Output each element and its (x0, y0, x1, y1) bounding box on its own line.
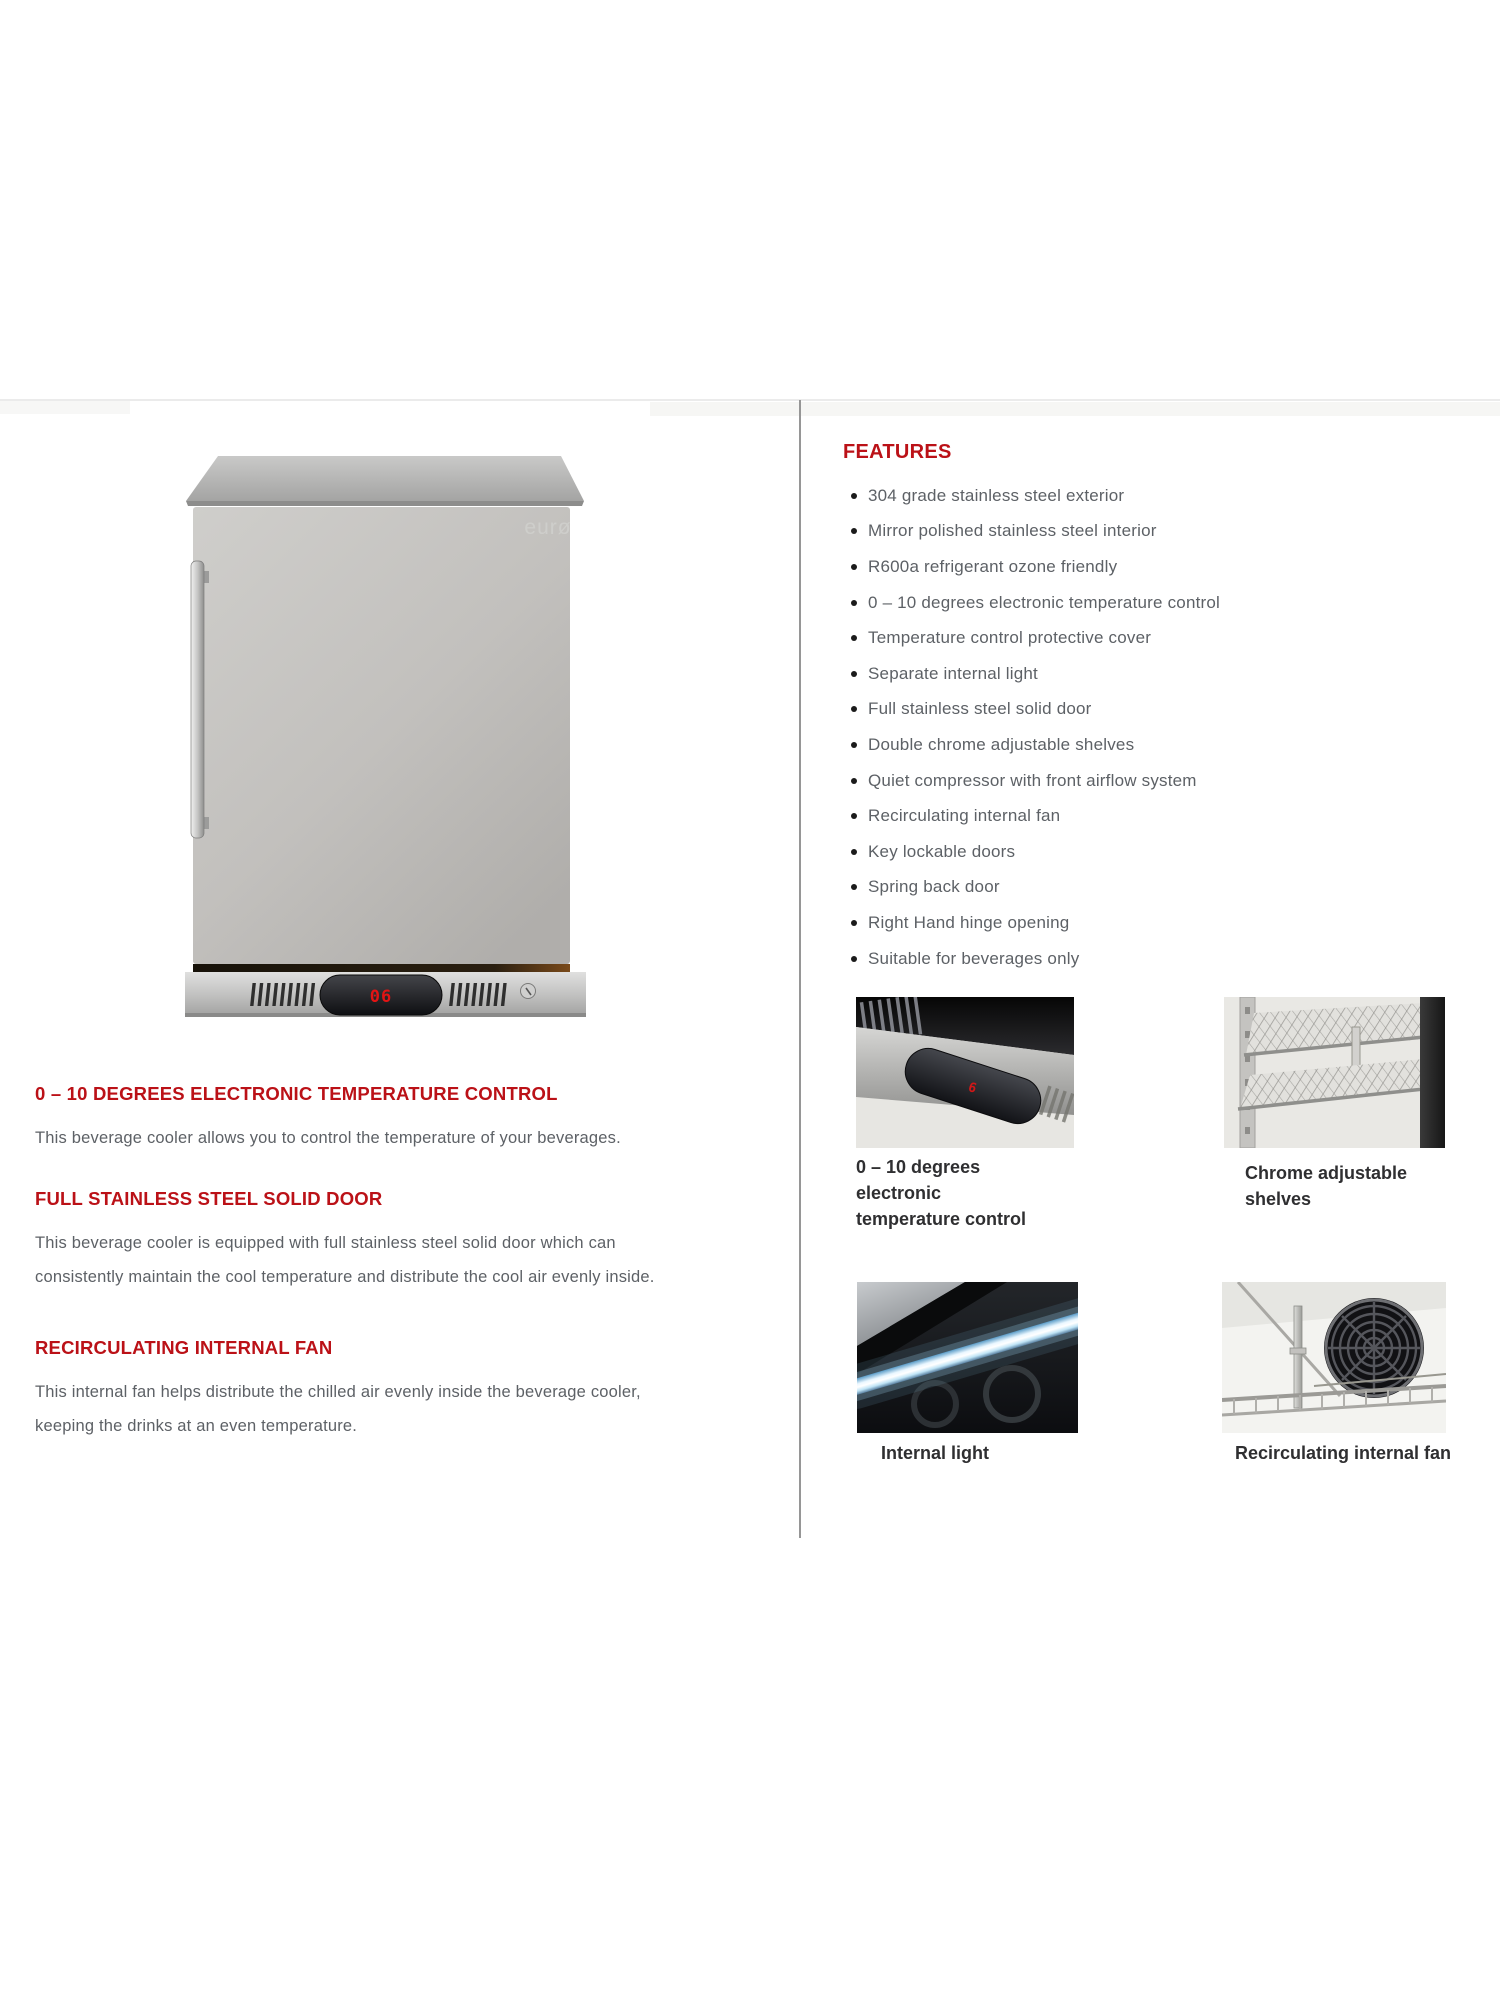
caption-temperature-control (856, 1154, 1026, 1232)
feature-item: 0 – 10 degrees electronic temperature control (868, 585, 1220, 621)
feature-item: Right Hand hinge opening (868, 905, 1220, 941)
section-body (35, 1375, 795, 1443)
feature-item: Suitable for beverages only (868, 941, 1220, 977)
feature-item: Quiet compressor with front airflow system (868, 763, 1220, 799)
section-heading: 0 – 10 DEGREES ELECTRONIC TEMPERATURE CONTROL (35, 1083, 558, 1104)
caption-recirculating-fan (1235, 1440, 1451, 1466)
caption-line: electronic (856, 1183, 942, 1203)
door-shadow-gap (193, 964, 570, 972)
section-internal-fan (35, 1337, 795, 1443)
section-heading: FULL STAINLESS STEEL SOLID DOOR (35, 1188, 383, 1209)
led-display: 06 (369, 987, 393, 1007)
fridge-illustration (185, 455, 586, 1018)
caption-line: Chrome adjustable (1245, 1163, 1408, 1183)
feature-item: Temperature control protective cover (868, 620, 1220, 656)
caption-line: Recirculating internal fan (1235, 1443, 1452, 1463)
caption-line: Internal light (881, 1443, 989, 1463)
fridge-lid (186, 456, 584, 501)
feature-item: Double chrome adjustable shelves (868, 727, 1220, 763)
fridge-lid-edge (186, 501, 584, 506)
section-heading: RECIRCULATING INTERNAL FAN (35, 1337, 333, 1358)
feature-item: Full stainless steel solid door (868, 692, 1220, 728)
page-edge-shade-left (0, 401, 130, 414)
caption-line: temperature control (856, 1209, 1027, 1229)
feature-item: Separate internal light (868, 656, 1220, 692)
fridge-handle (191, 561, 204, 838)
section-body (35, 1121, 795, 1155)
body-line: This beverage cooler is equipped with full stainless steel solid door which can (35, 1234, 616, 1252)
caption-internal-light (881, 1440, 989, 1466)
handle-bracket-bottom (204, 817, 209, 829)
svg-text:6: 6 (966, 1080, 979, 1097)
feature-item: Spring back door (868, 870, 1220, 906)
thumbnail-temperature-control (856, 997, 1074, 1148)
features-title: FEATURES (843, 441, 952, 463)
feature-item: Key lockable doors (868, 834, 1220, 870)
features-list (868, 478, 1220, 976)
body-line: This beverage cooler allows you to control the temperature of your beverages. (35, 1129, 621, 1147)
thumbnail-internal-light (857, 1282, 1078, 1433)
section-temperature-control (35, 1083, 795, 1155)
feature-item: R600a refrigerant ozone friendly (868, 549, 1220, 585)
page-edge-shade-right (650, 402, 1500, 416)
body-line: keeping the drinks at an even temperature. (35, 1417, 358, 1435)
body-line: This internal fan helps distribute the chilled air evenly inside the beverage cooler, (35, 1383, 641, 1401)
column-divider (799, 400, 801, 1538)
vent-left (250, 983, 315, 1006)
brand-logo: eurø (524, 516, 572, 539)
caption-line: shelves (1245, 1189, 1312, 1209)
caption-chrome-shelves (1245, 1160, 1407, 1212)
thumbnail-recirculating-fan (1222, 1282, 1446, 1433)
feature-item: Mirror polished stainless steel interior (868, 514, 1220, 550)
thumbnail-chrome-shelves (1224, 997, 1445, 1148)
section-body (35, 1226, 795, 1294)
body-line: consistently maintain the cool temperature and distribute the cool air evenly inside. (35, 1268, 655, 1286)
section-solid-door (35, 1188, 795, 1294)
page-top-rule (0, 399, 1500, 401)
caption-line: 0 – 10 degrees (856, 1157, 981, 1177)
product-photo (185, 455, 586, 1018)
feature-item: 304 grade stainless steel exterior (868, 478, 1220, 514)
handle-bracket-top (204, 571, 209, 583)
fridge-door (193, 507, 570, 964)
feature-item: Recirculating internal fan (868, 798, 1220, 834)
